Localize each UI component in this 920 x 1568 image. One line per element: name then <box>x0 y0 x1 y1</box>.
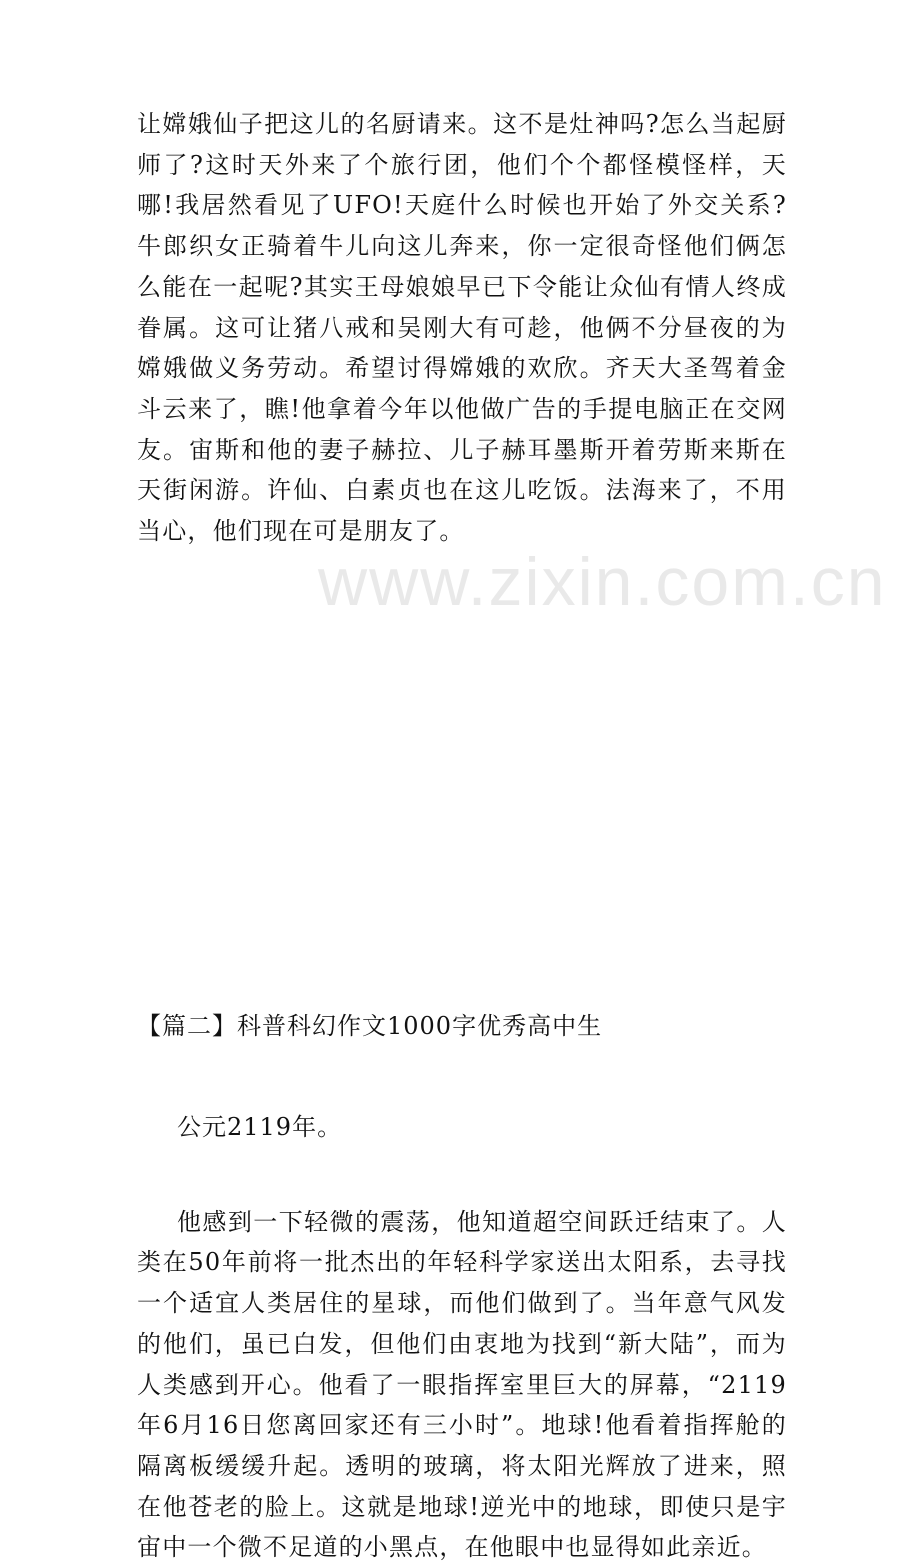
section-heading: 【篇二】科普科幻作文1000字优秀高中生 <box>137 1011 603 1040</box>
watermark: www.zixin.com.cn <box>318 544 887 620</box>
date-line: 公元2119年。 <box>177 1112 343 1141</box>
paragraph-1: 让嫦娥仙子把这儿的名厨请来。这不是灶神吗?怎么当起厨师了?这时天外来了个旅行团，他们个个都怪模怪样，天哪!我居然看见了UFO!天庭什么时候也开始了外交关系?牛郎织女正骑着牛儿向这儿奔来，你一定很奇怪他们俩怎么能在一起呢?其实王母娘娘早已下令能让众仙有情人终成眷属。这可让猪八戒和吴刚大有可趁，他俩不分昼夜的为嫦娥做义务劳动。希望讨得嫦娥的欢欣。齐天大圣驾着金斗云来了，瞧!他拿着今年以他做广告的手提电脑正在交网友。宙斯和他的妻子赫拉、儿子赫耳墨斯开着劳斯来斯在天街闲游。许仙、白素贞也在这儿吃饭。法海来了，不用当心，他们现在可是朋友了。 <box>137 110 787 546</box>
paragraph-2: 他感到一下轻微的震荡，他知道超空间跃迁结束了。人类在50年前将一批杰出的年轻科学家送出太阳系，去寻找一个适宜人类居住的星球，而他们做到了。当年意气风发的他们，虽已白发，但他们由衷地为找到“新大陆”，而为人类感到开心。他看了一眼指挥室里巨大的屏幕，“2119年6月16日您离回家还有三小时”。地球!他看着指挥舱的隔离板缓缓升起。透明的玻璃，将太阳光辉放了进来，照在他苍老的脸上。这就是地球!逆光中的地球，即使只是宇宙中一个微不足道的小黑点，在他眼中也显得如此亲近。 <box>137 1207 787 1562</box>
